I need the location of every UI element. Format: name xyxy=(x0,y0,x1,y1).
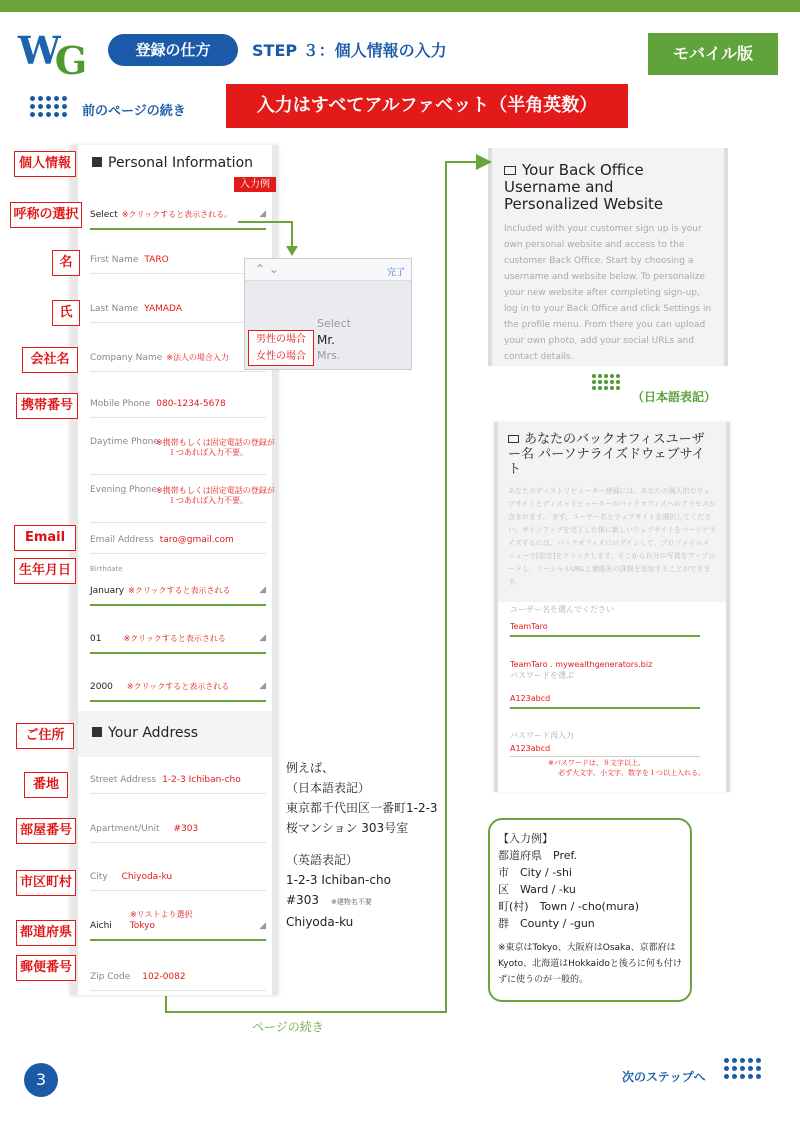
daytime-phone-field[interactable]: Daytime Phone ※携帯もしくは固定電話の登録が １つあれば入力不要。 xyxy=(90,437,266,475)
password-field[interactable]: A123abcd xyxy=(510,694,700,709)
dropdown-caret-icon: ◢ xyxy=(259,209,266,219)
tag-address: ご住所 xyxy=(16,723,74,749)
tag-room: 部屋番号 xyxy=(16,818,76,844)
mobile-phone-field[interactable]: Mobile Phone 080-1234-5678 xyxy=(90,399,266,418)
picker-option-mrs[interactable]: Mrs. xyxy=(317,349,341,362)
picker-option-select[interactable]: Select xyxy=(317,317,351,330)
tag-birthdate: 生年月日 xyxy=(14,558,76,584)
top-accent-bar xyxy=(0,0,800,12)
tag-personal-info: 個人情報 xyxy=(14,151,76,177)
birth-month-select[interactable]: January ※クリックすると表示される ◢ xyxy=(90,585,266,606)
tag-city: 市区町村 xyxy=(16,870,76,896)
tag-zip: 郵便番号 xyxy=(16,955,76,981)
back-office-title-en: Your Back Office Username and Personalized Website xyxy=(504,161,664,213)
back-office-title-jp: あなたのバックオフィスユーザー名 パーソナライズドウェブサイト xyxy=(508,432,705,477)
prefecture-example-box: 【入力例】 都道府県 Pref. 市 City / -shi 区 Ward / -ku 町(村) Town / -cho(mura) 群 County / -gun ※東京はTokyo、大阪府はOsaka、京都府はKyoto、北海道はHokkaidoと後ろに何も付けずに使うのが一般的。 xyxy=(488,818,692,1002)
street-address-field[interactable]: Street Address 1-2-3 Ichiban-cho xyxy=(90,775,266,794)
first-name-field[interactable]: First Name TARO xyxy=(90,255,266,274)
contact-card-icon xyxy=(92,157,102,167)
password-reenter-label: パスワード再入力 xyxy=(510,731,574,740)
state-select[interactable]: Aichi Tokyo ◢ ※リストより選択 xyxy=(90,921,266,941)
birth-day-select[interactable]: 01 ※クリックすると表示される ◢ xyxy=(90,633,266,654)
example-badge: 入力例 xyxy=(234,177,276,192)
picker-option-mr[interactable]: Mr. xyxy=(317,333,335,347)
dropdown-caret-icon: ◢ xyxy=(259,681,266,691)
tag-prefecture: 都道府県 xyxy=(16,920,76,946)
step-title: STEP ３：個人情報の入力 xyxy=(252,41,447,60)
personal-info-heading: Personal Information xyxy=(92,155,253,171)
back-office-panel-en xyxy=(488,148,728,366)
dots-icon xyxy=(30,96,67,117)
tag-first-name: 名 xyxy=(52,250,80,276)
tag-street: 番地 xyxy=(24,772,68,798)
alphabet-only-banner: 入力はすべてアルファベット（半角英数） xyxy=(226,84,628,128)
apartment-field[interactable]: Apartment/Unit #303 xyxy=(90,824,266,843)
zip-code-field[interactable]: Zip Code 102-0082 xyxy=(90,972,266,991)
tag-company: 会社名 xyxy=(22,347,78,373)
back-office-panel-jp xyxy=(494,422,730,792)
picker-done-button[interactable]: 完了 xyxy=(386,268,405,278)
mobile-version-badge: モバイル版 xyxy=(648,33,778,75)
dots-icon xyxy=(724,1058,761,1079)
username-label: ユーザー名を選んでください xyxy=(510,605,614,614)
next-step-link[interactable]: 次のステップへ xyxy=(622,1070,706,1084)
page-continues-label: ページの続き xyxy=(252,1020,324,1034)
back-office-body-jp: あなたのディストリビューター登録には、あなたの個人的なウェブサイトとディストリビューターのバックオフィスへのアクセスが含まれます。 まず、ユーザー名とウェブサイトを選択してください。サインアップを完了した後に新しいウェブサイトをパーソナライズするには、バックオフィスにログインして、プロファイルメニューで[設定]をクリックします。そこから自分の写真をアップロードし、ソーシャルURLと連絡先の詳細を追加することができます。 xyxy=(508,487,716,586)
username-field[interactable]: TeamTaro xyxy=(510,622,700,637)
back-office-body-en: Included with your customer sign up is your own personal website and access to the customer Back Office. Start by choosing a username and website below. To personalize your new website after completing sign-up, log in to your Back Office and click Settings in the profile menu. From there you can upload your own photo, add your social URLs and contact details. xyxy=(504,224,712,362)
last-name-field[interactable]: Last Name YAMADA xyxy=(90,304,266,323)
continuation-arrow xyxy=(160,148,500,1020)
city-field[interactable]: City Chiyoda-ku xyxy=(90,872,266,891)
company-name-field[interactable]: Company Name ※法人の場合入力 xyxy=(90,352,266,372)
gender-explanation: 男性の場合 女性の場合 xyxy=(248,330,314,366)
previous-page-continued-label: 前のページの続き xyxy=(82,104,186,119)
dropdown-caret-icon: ◢ xyxy=(259,921,266,931)
password-label: パスワードを選ぶ xyxy=(510,671,574,680)
monitor-icon xyxy=(504,166,516,175)
password-reenter-field[interactable]: A123abcd xyxy=(510,744,700,757)
password-note-1: ※パスワードは、８文字以上、 xyxy=(548,759,645,767)
tag-email: Email xyxy=(14,525,76,551)
email-field[interactable]: Email Address taro@gmail.com xyxy=(90,535,266,554)
building-icon xyxy=(92,727,102,737)
salutation-select[interactable]: Select ※クリックすると表示される。 ◢ xyxy=(90,209,266,230)
japanese-notation-label: （日本語表記） xyxy=(632,390,717,404)
tag-salutation: 呼称の選択 xyxy=(10,202,82,228)
address-example: 例えば、 （日本語表記） 東京都千代田区一番町1-2-3 桜マンション 303号室 （英語表記） 1-2-3 Ichiban-cho #303 ※建物名不要 Chiyoda-ku xyxy=(286,761,438,929)
birth-year-select[interactable]: 2000 ※クリックすると表示される ◢ xyxy=(90,681,266,702)
evening-phone-field[interactable]: Evening Phone ※携帯もしくは固定電話の登録が １つあれば入力不要。 xyxy=(90,485,266,523)
dropdown-caret-icon: ◢ xyxy=(259,585,266,595)
green-dots-icon xyxy=(592,374,620,390)
website-url: TeamTaro . mywealthgenerators.biz xyxy=(510,660,653,669)
monitor-icon xyxy=(508,435,519,443)
chevron-up-down-icon[interactable]: ⌃ ⌄ xyxy=(255,262,279,276)
wg-logo: WG xyxy=(18,28,82,83)
birthdate-label: Birthdate xyxy=(90,565,123,573)
dropdown-caret-icon: ◢ xyxy=(259,633,266,643)
how-to-register-pill: 登録の仕方 xyxy=(108,34,238,66)
tag-last-name: 氏 xyxy=(52,300,80,326)
password-note-2: 必ず大文字、小文字、数字を１つ以上入れる。 xyxy=(558,769,705,777)
page-number: 3 xyxy=(24,1063,58,1097)
address-section-header: Your Address xyxy=(78,711,272,757)
tag-mobile: 携帯番号 xyxy=(16,393,78,419)
